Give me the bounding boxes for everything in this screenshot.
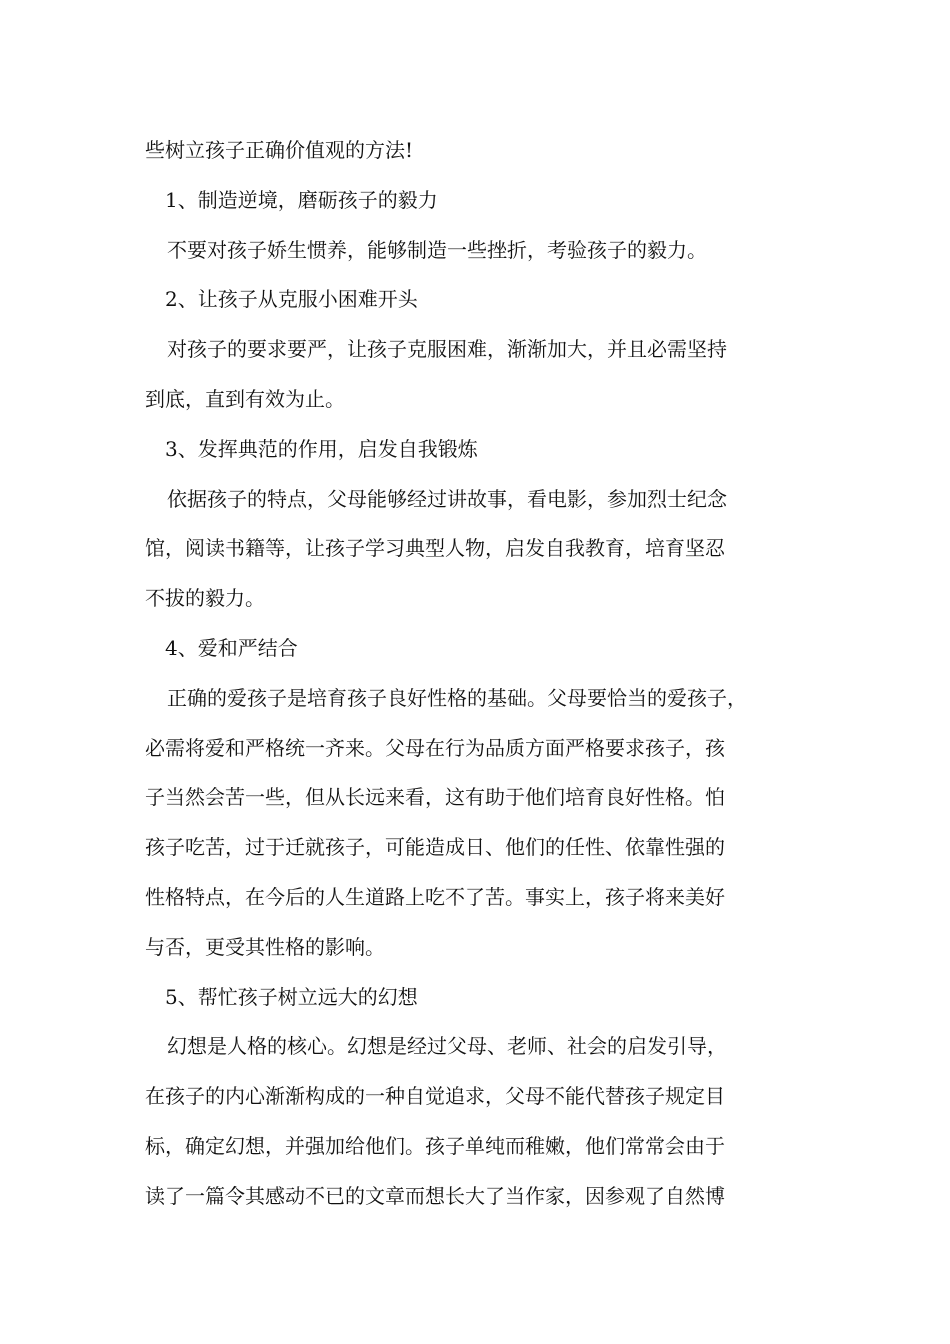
paragraph-line: 标，确定幻想，并强加给他们。孩子单纯而稚嫩，他们常常会由于 [145,1133,725,1158]
paragraph-line: 读了一篇令其感动不已的文章而想长大了当作家，因参观了自然博 [145,1183,725,1208]
paragraph-line: 依据孩子的特点，父母能够经过讲故事，看电影，参加烈士纪念 [167,486,727,511]
paragraph-line: 对孩子的要求要严，让孩子克服困难，渐渐加大，并且必需坚持 [167,337,727,362]
paragraph-line: 与否，更受其性格的影响。 [145,934,385,959]
paragraph-line: 些树立孩子正确价值观的方法! [145,138,414,162]
paragraph-line: 不拔的毅力。 [145,586,265,611]
section-heading-1: 1、制造逆境，磨砺孩子的毅力 [165,187,438,212]
section-heading-3: 3、发挥典范的作用，启发自我锻炼 [165,436,478,461]
paragraph-line: 在孩子的内心渐渐构成的一种自觉追求，父母不能代替孩子规定目 [145,1084,725,1109]
section-heading-2: 2、让孩子从克服小困难开头 [165,287,418,312]
paragraph-line: 幻想是人格的核心。幻想是经过父母、老师、社会的启发引导， [167,1034,727,1059]
paragraph-line: 馆，阅读书籍等，让孩子学习典型人物，启发自我教育，培育坚忍 [145,536,725,561]
paragraph-line: 孩子吃苦，过于迁就孩子，可能造成日、他们的任性、依靠性强的 [145,835,725,860]
paragraph-line: 不要对孩子娇生惯养，能够制造一些挫折，考验孩子的毅力。 [167,237,707,262]
paragraph-line: 性格特点，在今后的人生道路上吃不了苦。事实上，孩子将来美好 [145,884,725,909]
paragraph-line: 正确的爱孩子是培育孩子良好性格的基础。父母要恰当的爱孩子， [167,685,747,710]
section-heading-5: 5、帮忙孩子树立远大的幻想 [165,984,418,1009]
paragraph-line: 到底，直到有效为止。 [145,386,345,411]
paragraph-line: 必需将爱和严格统一齐来。父母在行为品质方面严格要求孩子，孩 [145,735,725,760]
document-body [145,126,825,1222]
section-heading-4: 4、爱和严结合 [165,635,298,660]
paragraph-line: 子当然会苦一些，但从长远来看，这有助于他们培育良好性格。怕 [145,785,725,810]
